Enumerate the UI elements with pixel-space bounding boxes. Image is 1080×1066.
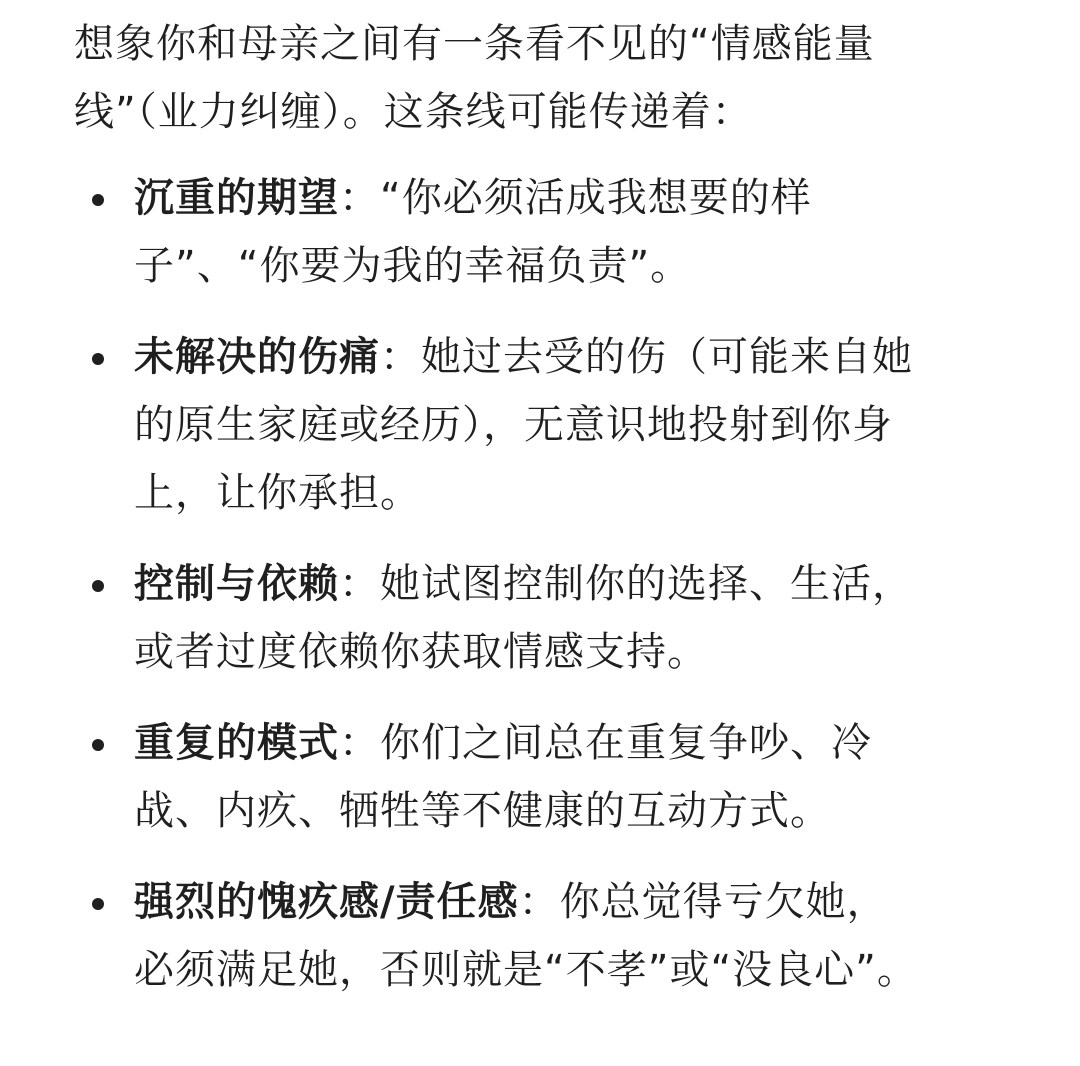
list-item-colon: ： — [339, 720, 380, 766]
list-item-colon: ： — [339, 561, 380, 607]
list-item-colon: ： — [339, 175, 380, 221]
bullet-icon — [92, 353, 104, 365]
list-item-line: 或者过度依赖你获取情感支持。 — [134, 629, 708, 675]
intro-paragraph — [74, 10, 1004, 146]
list-item-line: 战、内疚、牺牲等不健康的互动方式。 — [134, 788, 831, 834]
list-item-control-dependence — [74, 550, 1004, 686]
list-item-line — [134, 550, 1004, 618]
intro-line-2: 线”（业力纠缠）。这条线可能传递着： — [74, 89, 753, 135]
list-item-line: 子”、“你要为我的幸福负责”。 — [134, 243, 692, 289]
list-item-term: 沉重的期望 — [134, 175, 339, 221]
list-item-term: 强烈的愧疚感/责任感 — [134, 879, 519, 925]
list-item-line — [134, 323, 1004, 391]
list-item-line: 必须满足她，否则就是“不孝”或“没良心”。 — [134, 947, 918, 993]
list-item-line: 上，让你承担。 — [134, 470, 421, 516]
list-item-repeating-patterns — [74, 709, 1004, 845]
list-item-text: 她试图控制你的选择、生活， — [380, 561, 913, 607]
list-item-term: 重复的模式 — [134, 720, 339, 766]
bullet-list — [74, 164, 1004, 1004]
intro-line-1: 想象你和母亲之间有一条看不见的“情感能量 — [74, 21, 875, 67]
list-item-text: 她过去受的伤（可能来自她 — [421, 334, 913, 380]
bullet-icon — [92, 898, 104, 910]
list-item-text: 你总觉得亏欠她， — [559, 879, 888, 925]
document-body — [74, 10, 1004, 1027]
list-item-line: 的原生家庭或经历），无意识地投射到你身 — [134, 402, 893, 448]
list-item-line — [134, 868, 1004, 936]
list-item-term: 未解决的伤痛 — [134, 334, 380, 380]
list-item-colon: ： — [380, 334, 421, 380]
list-item-unresolved-pain — [74, 323, 1004, 527]
list-item-text: “你必须活成我想要的样 — [380, 175, 812, 221]
list-item-expectation — [74, 164, 1004, 300]
list-item-line — [134, 164, 1004, 232]
bullet-icon — [92, 580, 104, 592]
list-item-term: 控制与依赖 — [134, 561, 339, 607]
list-item-guilt-responsibility — [74, 868, 1004, 1004]
list-item-line — [134, 709, 1004, 777]
bullet-icon — [92, 739, 104, 751]
list-item-colon: ： — [518, 879, 560, 925]
bullet-icon — [92, 194, 104, 206]
list-item-text: 你们之间总在重复争吵、冷 — [380, 720, 872, 766]
